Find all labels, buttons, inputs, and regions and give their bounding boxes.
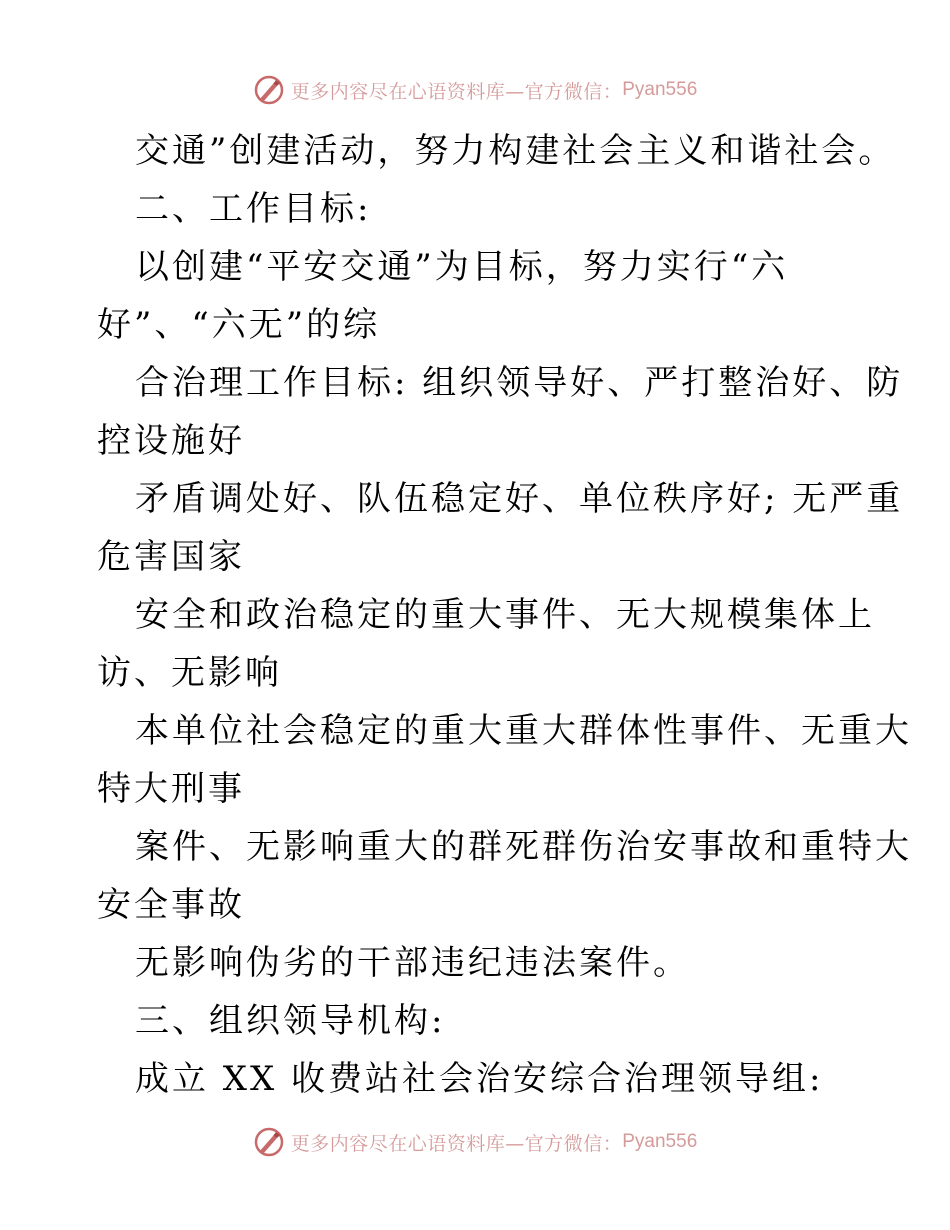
text-line: 交通”创建活动，努力构建社会主义和谐社会。: [135, 131, 896, 171]
text-line: 好”、“六无”的综: [97, 305, 381, 345]
document-body: [97, 122, 912, 1108]
text-line: 矛盾调处好、队伍稳定好、单位秩序好; 无严重: [135, 479, 904, 519]
pen-logo-icon: [253, 1126, 285, 1158]
text-line: 安全事故: [97, 885, 245, 925]
text-line: 本单位社会稳定的重大重大群体性事件、无重大: [135, 711, 912, 751]
text-line: 案件、无影响重大的群死群伤治安事故和重特大: [135, 827, 912, 867]
watermark-text: 更多内容尽在心语资料库—官方微信：: [290, 80, 623, 103]
text-line: 访、无影响: [97, 653, 282, 693]
text-line: 安全和政治稳定的重大事件、无大规模集体上: [135, 595, 875, 635]
pen-logo-icon: [253, 74, 285, 106]
text-line: 成立 XX 收费站社会治安综合治理领导组:: [135, 1059, 824, 1099]
watermark-handle: Pyan556: [622, 79, 698, 100]
text-line: 危害国家: [97, 537, 245, 577]
section-heading: 三、组织领导机构:: [135, 1001, 446, 1041]
footer-watermark: [0, 1122, 950, 1162]
section-heading: 二、工作目标:: [135, 189, 372, 229]
watermark-handle: Pyan556: [622, 1131, 698, 1152]
text-line: 特大刑事: [97, 769, 245, 809]
watermark-text: 更多内容尽在心语资料库—官方微信：: [290, 1132, 623, 1155]
text-line: 控设施好: [97, 421, 245, 461]
header-watermark: [0, 70, 950, 110]
text-line: 无影响伪劣的干部违纪违法案件。: [135, 943, 690, 983]
text-line: 合治理工作目标: 组织领导好、严打整治好、防: [135, 363, 904, 403]
text-line: 以创建“平安交通”为目标，努力实行“六: [135, 247, 789, 287]
